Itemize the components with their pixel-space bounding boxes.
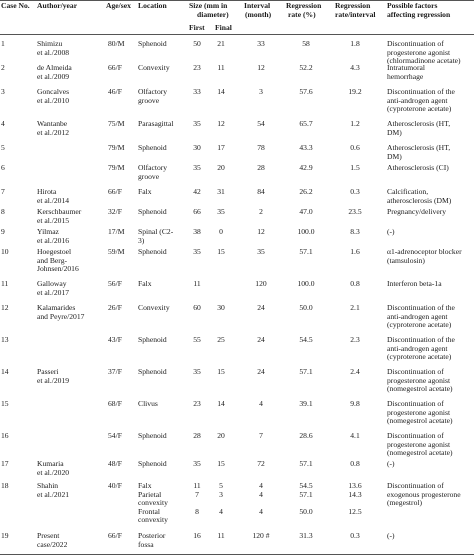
cell-final: 14 xyxy=(217,399,225,408)
cell-interval: 33 xyxy=(257,39,265,48)
cell-rate: 52.2 xyxy=(299,63,313,72)
cell-first: 55 xyxy=(193,335,201,344)
cell-age-sex: 56/F xyxy=(108,279,122,288)
cell-first: 50 xyxy=(193,39,201,48)
cell-rate-interval: 1.2 xyxy=(350,119,360,128)
cell-case-no: 15 xyxy=(1,399,9,408)
cell-first: 35 xyxy=(193,163,201,172)
cell-rate: 31.3 xyxy=(299,531,313,540)
cell-age-sex: 79/M xyxy=(108,143,125,152)
cell-location: Olfactory xyxy=(138,163,168,172)
cell-case-no: 18 xyxy=(1,481,9,490)
cell-author-year: et al./2010 xyxy=(37,95,70,105)
header-first: First xyxy=(189,23,205,32)
cell-possible-factors: (cyproterone acetate) xyxy=(387,320,452,330)
cell-case-no: 3 xyxy=(1,87,5,96)
cell-possible-factors: Atherosclerosis (HT, xyxy=(387,143,451,152)
cell-location: Sphenoid xyxy=(138,335,167,344)
cell-interval: 2 xyxy=(259,207,263,216)
cell-location: Frontal xyxy=(138,506,160,516)
cell-rate-interval: 4.1 xyxy=(350,431,360,440)
cell-case-no: 7 xyxy=(1,187,5,196)
cell-interval: 72 xyxy=(257,459,265,468)
cell-rate-interval: 14.3 xyxy=(348,489,362,499)
cell-possible-factors: Interferon beta-1a xyxy=(387,279,442,288)
cell-location: convexity xyxy=(138,515,168,525)
cell-first: 66 xyxy=(193,207,201,216)
cell-rate-interval: 0.8 xyxy=(350,279,360,288)
cell-location: Parietal xyxy=(138,489,162,499)
cell-rate: 54.5 xyxy=(299,335,313,344)
cell-final: 25 xyxy=(217,335,225,344)
cell-possible-factors: Discontinuation of the xyxy=(387,87,455,96)
cell-first: 42 xyxy=(193,187,201,196)
cell-age-sex: 43/F xyxy=(108,335,122,344)
cell-rate-interval: 0.3 xyxy=(350,531,360,540)
cell-location: Falx xyxy=(138,279,152,288)
header-size-1: Size (mm in xyxy=(189,1,228,10)
cell-first: 35 xyxy=(193,459,201,468)
cell-possible-factors: Calcification, xyxy=(387,187,429,196)
cell-rate-interval: 0.3 xyxy=(350,187,360,196)
cell-age-sex: 66/F xyxy=(108,531,122,540)
cell-first: 7 xyxy=(195,489,199,499)
cell-possible-factors: (-) xyxy=(387,459,395,468)
cell-interval: 4 xyxy=(259,481,263,490)
cell-age-sex: 17/M xyxy=(108,227,125,236)
header-factors-1: Possible factors xyxy=(387,1,438,10)
cell-author-year: Shahin xyxy=(37,481,59,490)
cell-interval: 54 xyxy=(257,119,265,128)
cell-age-sex: 48/F xyxy=(108,459,122,468)
cell-age-sex: 32/F xyxy=(108,207,122,216)
cell-age-sex: 46/F xyxy=(108,87,122,96)
cell-possible-factors: anti-androgen agent xyxy=(387,311,448,321)
cell-rate: 57.6 xyxy=(299,87,313,96)
cell-final: 3 xyxy=(219,489,223,499)
header-age-sex: Age/sex xyxy=(106,1,131,10)
cell-location: groove xyxy=(138,171,160,181)
header-location: Location xyxy=(138,1,167,10)
cell-possible-factors: Discontinuation of xyxy=(387,367,444,376)
cell-location: Sphenoid xyxy=(138,367,167,376)
cell-rate: 28.6 xyxy=(299,431,313,440)
cell-possible-factors: (nomegestrol acetate) xyxy=(387,448,453,458)
cell-location: groove xyxy=(138,95,160,105)
header-rate-interval-1: Regression xyxy=(335,1,371,10)
header-interval-1: Interval xyxy=(244,1,271,10)
cell-final: 30 xyxy=(217,303,225,312)
cell-case-no: 12 xyxy=(1,303,9,312)
cell-author-year: et al./2019 xyxy=(37,375,70,385)
cell-rate-interval: 13.6 xyxy=(348,481,362,490)
cell-possible-factors: Discontinuation of xyxy=(387,481,444,490)
cell-rate-interval: 1.5 xyxy=(350,163,360,172)
cell-first: 16 xyxy=(193,531,201,540)
cell-case-no: 9 xyxy=(1,227,5,236)
cell-possible-factors: progesterone agonist xyxy=(387,407,451,417)
cell-possible-factors: Discontinuation of xyxy=(387,39,444,48)
cell-possible-factors: anti-androgen agent xyxy=(387,343,448,353)
cell-location: Olfactory xyxy=(138,87,168,96)
cell-rate-interval: 0.6 xyxy=(350,143,360,152)
cell-location: Sphenoid xyxy=(138,207,167,216)
header-regression-rate-1: Regression xyxy=(286,1,322,10)
cell-possible-factors: exogenous progesterone xyxy=(387,489,461,499)
cell-rate-interval: 8.3 xyxy=(350,227,360,236)
cell-rate: 57.1 xyxy=(299,489,313,499)
cell-possible-factors: (cyproterone acetate) xyxy=(387,104,452,114)
cell-rate-interval: 2.3 xyxy=(350,335,360,344)
cell-location: Falx xyxy=(138,481,152,490)
cell-author-year: Kumaria xyxy=(37,459,64,468)
cell-case-no: 11 xyxy=(1,279,9,288)
header-rule xyxy=(0,34,474,35)
cell-interval: 24 xyxy=(257,367,265,376)
cell-rate-interval: 19.2 xyxy=(348,87,362,96)
cell-possible-factors: α1-adrenoceptor blocker xyxy=(387,247,462,256)
cell-interval: 4 xyxy=(259,399,263,408)
cell-rate-interval: 23.5 xyxy=(348,207,362,216)
cell-age-sex: 80/M xyxy=(108,39,125,48)
cell-location: Sphenoid xyxy=(138,459,167,468)
cell-author-year: Kalamarides xyxy=(37,303,76,312)
cell-possible-factors: progesterone agonist xyxy=(387,439,451,449)
cell-final: 4 xyxy=(219,506,223,516)
cell-rate: 42.9 xyxy=(299,163,313,172)
cell-interval: 7 xyxy=(259,431,263,440)
cell-author-year: Present xyxy=(37,531,60,540)
cell-possible-factors: (tamsulosin) xyxy=(387,255,425,265)
cell-age-sex: 75/M xyxy=(108,119,125,128)
cell-rate: 57.1 xyxy=(299,367,313,376)
cell-rate-interval: 1.8 xyxy=(350,39,360,48)
cell-possible-factors: (nomegestrol acetate) xyxy=(387,384,453,394)
cell-first: 11 xyxy=(193,279,201,288)
cell-age-sex: 66/F xyxy=(108,187,122,196)
cell-first: 35 xyxy=(193,247,201,256)
cell-first: 8 xyxy=(195,506,199,516)
header-factors-2: affecting regression xyxy=(387,10,451,19)
cell-rate-interval: 2.4 xyxy=(350,367,360,376)
cell-final: 11 xyxy=(217,531,225,540)
cell-final: 5 xyxy=(219,481,223,490)
cell-location: Convexity xyxy=(138,63,170,72)
cell-rate-interval: 9.8 xyxy=(350,399,360,408)
cell-rate: 57.1 xyxy=(299,247,313,256)
cell-interval: 4 xyxy=(259,506,263,516)
cell-age-sex: 68/F xyxy=(108,399,122,408)
cell-interval: 4 xyxy=(259,489,263,499)
cell-age-sex: 54/F xyxy=(108,431,122,440)
cell-location: Spinal (C2- xyxy=(138,227,174,236)
cell-final: 15 xyxy=(217,247,225,256)
cell-author-year: and Peyre/2017 xyxy=(37,311,85,321)
header-case-no: Case No. xyxy=(1,1,30,10)
cell-location: Sphenoid xyxy=(138,39,167,48)
cell-location: Sphenoid xyxy=(138,431,167,440)
cell-case-no: 4 xyxy=(1,119,5,128)
cell-final: 31 xyxy=(217,187,225,196)
cell-rate-interval: 4.3 xyxy=(350,63,360,72)
cell-author-year: et al./2016 xyxy=(37,235,70,245)
cell-location: Clivus xyxy=(138,399,158,408)
cell-possible-factors: (-) xyxy=(387,227,395,236)
cell-location: convexity xyxy=(138,498,168,508)
cell-interval: 24 xyxy=(257,335,265,344)
header-rate-interval-2: rate/interval xyxy=(335,10,376,19)
cell-final: 12 xyxy=(217,119,225,128)
cell-location: Sphenoid xyxy=(138,247,167,256)
cell-final: 14 xyxy=(217,87,225,96)
cell-location: Falx xyxy=(138,187,152,196)
cell-possible-factors: Discontinuation of xyxy=(387,431,444,440)
cell-first: 33 xyxy=(193,87,201,96)
cell-first: 30 xyxy=(193,143,201,152)
cell-case-no: 17 xyxy=(1,459,9,468)
cell-final: 0 xyxy=(219,227,223,236)
cell-author-year: Hoegestoel xyxy=(37,247,72,256)
cell-first: 38 xyxy=(193,227,201,236)
cell-rate: 47.0 xyxy=(299,207,313,216)
cell-rate-interval: 1.6 xyxy=(350,247,360,256)
cell-interval: 120 # xyxy=(252,531,270,540)
header-regression-rate-2: rate (%) xyxy=(288,10,316,19)
cell-final: 11 xyxy=(217,63,225,72)
cell-age-sex: 37/F xyxy=(108,367,122,376)
cell-author-year: Shimizu xyxy=(37,39,63,48)
cell-possible-factors: hemorrhage xyxy=(387,71,424,81)
cell-first: 35 xyxy=(193,367,201,376)
cell-interval: 24 xyxy=(257,303,265,312)
cell-first: 23 xyxy=(193,399,201,408)
cell-interval: 12 xyxy=(257,63,265,72)
cell-first: 28 xyxy=(193,431,201,440)
cell-interval: 35 xyxy=(257,247,265,256)
cell-case-no: 10 xyxy=(1,247,9,256)
cell-author-year: Johnsen/2016 xyxy=(37,264,79,274)
cell-final: 21 xyxy=(217,39,225,48)
cell-location: Parasagittal xyxy=(138,119,174,128)
cell-author-year: Yilmaz xyxy=(37,227,59,236)
cell-case-no: 16 xyxy=(1,431,9,440)
cell-location: Convexity xyxy=(138,303,170,312)
cell-possible-factors: Discontinuation of the xyxy=(387,303,455,312)
cell-possible-factors: Atherosclerosis (CI) xyxy=(387,163,449,172)
cell-final: 17 xyxy=(217,143,225,152)
cell-author-year: Galloway xyxy=(37,279,67,288)
cell-possible-factors: DM) xyxy=(387,151,402,161)
cell-interval: 78 xyxy=(257,143,265,152)
cell-age-sex: 59/M xyxy=(108,247,125,256)
header-interval-2: (month) xyxy=(245,10,272,19)
cell-possible-factors: Intratumoral xyxy=(387,63,425,72)
cell-possible-factors: progesterone agonist xyxy=(387,47,451,57)
cell-case-no: 1 xyxy=(1,39,5,48)
cell-final: 15 xyxy=(217,367,225,376)
cell-case-no: 13 xyxy=(1,335,9,344)
cell-first: 23 xyxy=(193,63,201,72)
cell-rate-interval: 2.1 xyxy=(350,303,360,312)
cell-interval: 120 xyxy=(255,279,267,288)
cell-final: 15 xyxy=(217,459,225,468)
cell-author-year: de Almeida xyxy=(37,63,72,72)
cell-interval: 3 xyxy=(259,87,263,96)
cell-author-year: et al./2017 xyxy=(37,287,70,297)
cell-case-no: 14 xyxy=(1,367,9,376)
cell-possible-factors: (megestrol) xyxy=(387,498,423,508)
cell-author-year: Wantanbe xyxy=(37,119,68,128)
cell-rate: 65.7 xyxy=(299,119,313,128)
cell-age-sex: 26/F xyxy=(108,303,122,312)
cell-author-year: et al./2015 xyxy=(37,215,70,225)
cell-rate: 100.0 xyxy=(297,227,315,236)
cell-location: 3) xyxy=(138,235,145,245)
cell-final: 20 xyxy=(217,163,225,172)
cell-rate: 58 xyxy=(302,39,310,48)
cell-rate: 43.3 xyxy=(299,143,313,152)
cell-location: Sphenoid xyxy=(138,143,167,152)
cell-interval: 84 xyxy=(257,187,265,196)
cell-rate: 50.0 xyxy=(299,506,313,516)
cell-author-year: Passeri xyxy=(37,367,59,376)
cell-author-year: et al./2014 xyxy=(37,195,70,205)
cell-author-year: Hirota xyxy=(37,187,57,196)
cell-case-no: 5 xyxy=(1,143,5,152)
cell-age-sex: 66/F xyxy=(108,63,122,72)
cell-location: fossa xyxy=(138,539,154,549)
cell-author-year: Kerschbaumer xyxy=(37,207,82,216)
cell-author-year: case/2022 xyxy=(37,539,68,549)
cell-possible-factors: Atherosclerosis (HT, xyxy=(387,119,451,128)
cell-rate: 50.0 xyxy=(299,303,313,312)
cell-interval: 12 xyxy=(257,227,265,236)
cell-first: 60 xyxy=(193,303,201,312)
cell-possible-factors: progesterone agonist xyxy=(387,375,451,385)
cell-final: 20 xyxy=(217,431,225,440)
cell-author-year: et al./2021 xyxy=(37,489,70,499)
cell-case-no: 6 xyxy=(1,163,5,172)
cell-age-sex: 79/M xyxy=(108,163,125,172)
cell-location: Posterior xyxy=(138,531,166,540)
cell-author-year: et al./2012 xyxy=(37,127,70,137)
cell-case-no: 8 xyxy=(1,207,5,216)
cell-rate: 57.1 xyxy=(299,459,313,468)
cell-possible-factors: Discontinuation of the xyxy=(387,335,455,344)
cell-possible-factors: anti-androgen agent xyxy=(387,95,448,105)
cell-possible-factors: (-) xyxy=(387,531,395,540)
cell-first: 11 xyxy=(193,481,201,490)
cell-author-year: et al./2009 xyxy=(37,71,70,81)
cell-rate-interval: 0.8 xyxy=(350,459,360,468)
cell-possible-factors: Pregnancy/delivery xyxy=(387,207,447,216)
cell-first: 35 xyxy=(193,119,201,128)
cell-case-no: 19 xyxy=(1,531,9,540)
cell-rate: 100.0 xyxy=(297,279,315,288)
cell-rate-interval: 12.5 xyxy=(348,506,362,516)
cell-rate: 39.1 xyxy=(299,399,313,408)
cell-possible-factors: atherosclerosis (DM) xyxy=(387,195,452,205)
cell-age-sex: 40/F xyxy=(108,481,122,490)
cell-author-year: et al./2020 xyxy=(37,467,70,477)
cell-possible-factors: (cyproterone acetate) xyxy=(387,352,452,362)
cell-case-no: 2 xyxy=(1,63,5,72)
cell-author-year: et al./2008 xyxy=(37,47,70,57)
cell-possible-factors: DM) xyxy=(387,127,402,137)
cell-author-year: Goncalves xyxy=(37,87,70,96)
cell-rate: 26.2 xyxy=(299,187,313,196)
header-final: Final xyxy=(215,23,232,32)
header-author-year: Author/year xyxy=(37,1,78,10)
cell-interval: 28 xyxy=(257,163,265,172)
cell-possible-factors: Discontinuation of xyxy=(387,399,444,408)
cell-final: 35 xyxy=(217,207,225,216)
cell-possible-factors: (nomegestrol acetate) xyxy=(387,416,453,426)
cell-possible-factors: (chlormadinone acetate) xyxy=(387,56,461,66)
cell-rate: 54.5 xyxy=(299,481,313,490)
cell-author-year: and Berg- xyxy=(37,255,68,265)
header-size-2: diameter) xyxy=(197,10,229,19)
